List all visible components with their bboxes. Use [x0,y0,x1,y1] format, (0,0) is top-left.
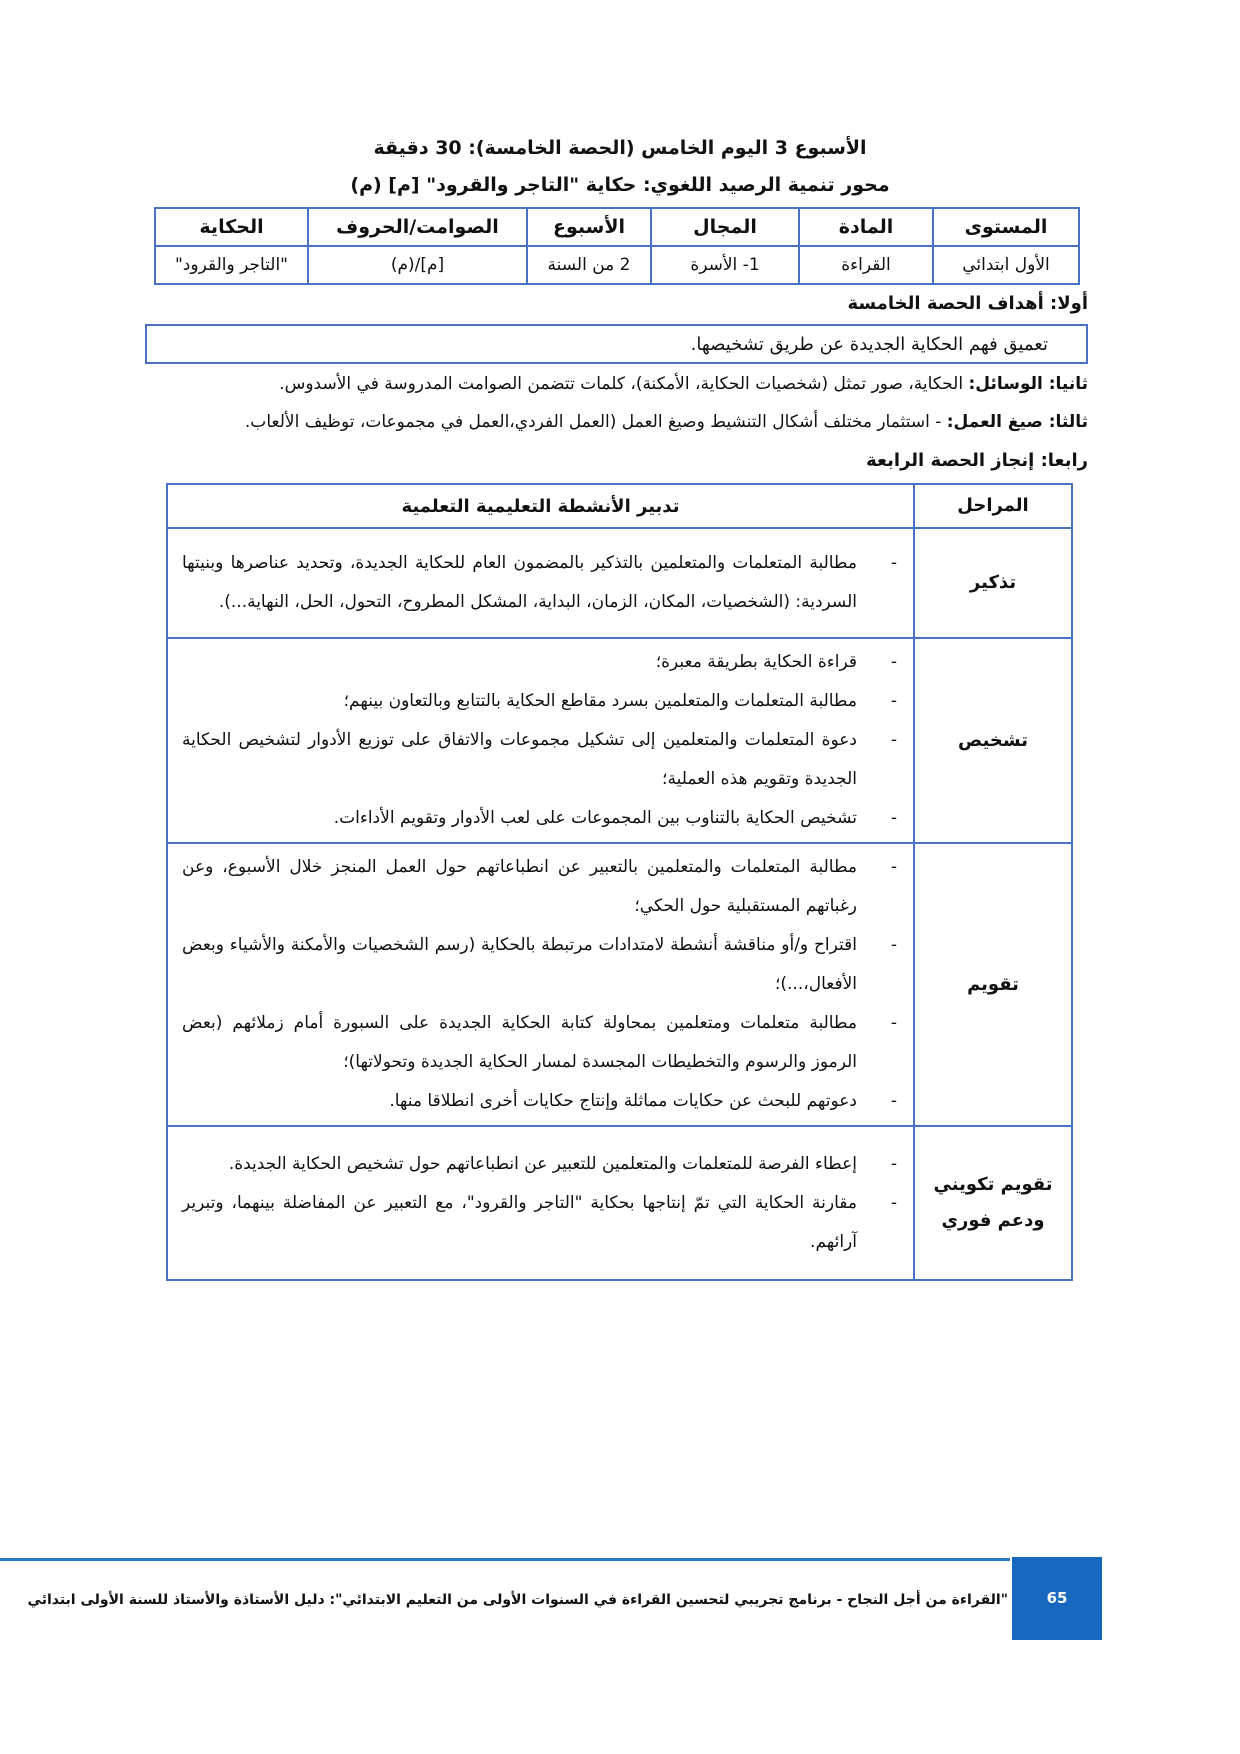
activity-item [182,721,901,799]
activity-dash: - [890,730,897,750]
activity-text: قراءة الحكاية بطريقة معبرة؛ [655,652,857,672]
footer-rule [0,1558,1010,1561]
stage-name: تقويم [914,843,1072,1126]
activity-dash: - [890,691,897,711]
materials-label: ثانيا: الوسائل: [968,374,1088,394]
activity-text: دعوة المتعلمات والمتعلمين إلى تشكيل مجموعات والاتفاق على توزيع الأدوار لتشخيص الحكاية الجديدة وتقويم هذه العملية؛ [182,730,857,789]
work-forms-label: ثالثا: صيغ العمل: [946,412,1088,432]
materials-text: الحكاية، صور تمثل (شخصيات الحكاية، الأمكنة)، كلمات تتضمن الصوامت المدروسة في الأسدوس. [279,374,969,394]
activity-item [182,1145,901,1184]
activity-text: إعطاء الفرصة للمتعلمات والمتعلمين للتعبير عن انطباعاتهم حول تشخيص الحكاية الجديدة. [228,1153,857,1174]
activity-dash: - [890,857,897,877]
goal-text: تعميق فهم الحكاية الجديدة عن طريق تشخيصها. [690,334,1048,355]
info-value-week: 2 من السنة [527,246,651,284]
stage-name: تذكير [914,528,1072,638]
activity-text: تشخيص الحكاية بالتناوب بين المجموعات على لعب الأدوار وتقويم الأداءات. [333,808,857,828]
stage-activities [167,528,914,638]
activity-dash: - [890,1091,897,1111]
stage-activities [167,638,914,843]
work-forms-line [245,412,1088,432]
goal-box [145,324,1088,364]
activity-text: دعوتهم للبحث عن حكايات مماثلة وإنتاج حكايات أخرى انطلاقا منها. [389,1091,857,1111]
activity-text: مطالبة المتعلمات والمتعلمين بالتذكير بالمضمون العام للحكاية الجديدة، وتحديد عناصرها وبنيتها السردية: (الشخصيات، المكان، الزمان، البداية، المشكل المطروح، التحول، الحل، النهاية...). [182,553,857,612]
lesson-title: الأسبوع 3 اليوم الخامس (الحصة الخامسة): 30 دقيقة [373,137,867,159]
activity-item [182,1004,901,1082]
stage-activities [167,843,914,1126]
activity-dash: - [890,808,897,828]
activity-item [182,643,901,682]
stage-row [167,843,1072,1126]
info-value-subject: القراءة [799,246,933,284]
activity-item [182,1184,901,1262]
info-value-level: الأول ابتدائي [933,246,1079,284]
stages-header-activities: تدبير الأنشطة التعليمية التعلمية [167,484,914,528]
activity-text: مطالبة المتعلمات والمتعلمين بالتعبير عن انطباعاتهم حول العمل المنجز خلال الأسبوع، وعن رغباتهم المستقبلية حول الحكي؛ [182,857,857,916]
activity-item [182,1082,901,1121]
stage-activities [167,1126,914,1280]
stage-row [167,638,1072,843]
lesson-info-table [154,207,1080,285]
stages-header-row [167,484,1072,528]
stage-name: تقويم تكويني ودعم فوري [914,1126,1072,1280]
activity-dash: - [890,935,897,955]
activity-item [182,799,901,838]
activity-dash: - [890,1192,897,1213]
activity-dash: - [890,553,897,573]
activity-dash: - [890,1153,897,1174]
activity-dash: - [890,1013,897,1033]
info-value-letters: [م]/(م) [308,246,527,284]
activity-item [182,926,901,1004]
info-header-letters: الصوامت/الحروف [308,208,527,246]
activity-text: مطالبة المتعلمات والمتعلمين بسرد مقاطع الحكاية بالتتابع وبالتعاون بينهم؛ [343,691,857,711]
activity-text: مقارنة الحكاية التي تمّ إنتاجها بحكاية "التاجر والقرود"، مع التعبير عن المفاضلة بينهما، وتبرير آرائهم. [182,1192,857,1252]
stage-row [167,528,1072,638]
activity-item [182,544,901,622]
materials-line [279,374,1088,394]
info-header-domain: المجال [651,208,799,246]
activity-item [182,848,901,926]
info-value-row [155,246,1079,284]
work-forms-text: - استثمار مختلف أشكال التنشيط وصيغ العمل (العمل الفردي،العمل في مجموعات، توظيف الألعاب. [244,412,947,432]
info-header-subject: المادة [799,208,933,246]
goals-heading: أولا: أهداف الحصة الخامسة [847,293,1088,314]
execution-heading: رابعا: إنجاز الحصة الرابعة [866,450,1088,471]
info-value-domain: 1- الأسرة [651,246,799,284]
stage-row [167,1126,1072,1280]
activity-dash: - [890,652,897,672]
stages-header-stage: المراحل [914,484,1072,528]
activity-item [182,682,901,721]
info-value-story: "التاجر والقرود" [155,246,308,284]
page-number: 65 [1012,1557,1102,1640]
info-header-week: الأسبوع [527,208,651,246]
info-header-level: المستوى [933,208,1079,246]
footer-title: "القراءة من أجل النجاح - برنامج تجريبي لتحسين القراءة في السنوات الأولى من التعليم الابتدائي": دليل الأستاذة والأستاذ للسنة الأولى ابتدائي [27,1592,1008,1608]
info-header-row [155,208,1079,246]
activity-text: اقتراح و/أو مناقشة أنشطة لامتدادات مرتبطة بالحكاية (رسم الشخصيات والأمكنة والأشياء وبعض الأفعال،...)؛ [182,935,857,994]
stages-table [166,483,1073,1281]
info-header-story: الحكاية [155,208,308,246]
activity-text: مطالبة متعلمات ومتعلمين بمحاولة كتابة الحكاية الجديدة على السبورة أمام زملائهم (بعض الرموز والرسوم والتخطيطات المجسدة لمسار الحكاية الجديدة وتحولاتها)؛ [182,1013,857,1072]
lesson-subtitle: محور تنمية الرصيد اللغوي: حكاية "التاجر والقرود" [م] (م) [350,174,890,196]
stage-name: تشخيص [914,638,1072,843]
